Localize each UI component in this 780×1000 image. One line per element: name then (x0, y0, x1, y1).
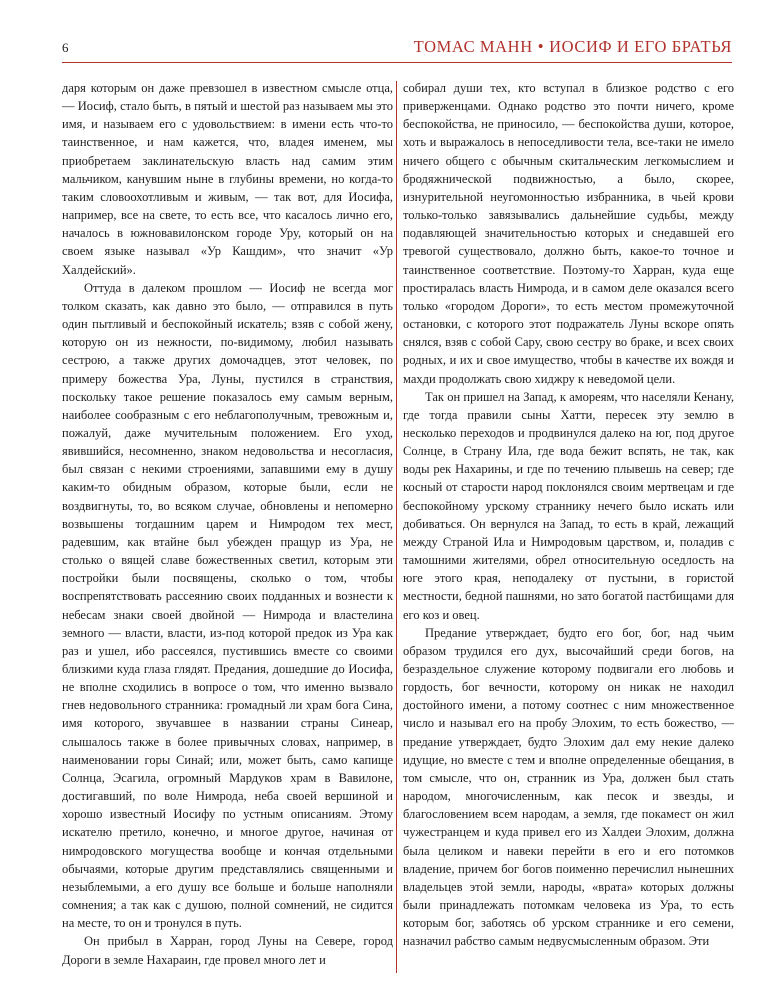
paragraph: Так он пришел на Запад, к амореям, что населяли Кенану, где тогда правили сыны Хатти, пересек эту землю в несколько переходов и продвинулся далеко на юг, под другое Солнце, в Страну Ила, где вода бежит вспять, не так, как воды рек Нахарины, и где по течению плывешь на север; где косный от старости народ поклонялся своим мертвецам и где беспокойному урскому страннику нечего было искать или добиваться. Он вернулся на Запад, то есть в край, лежащий между Страной Ила и Нимродовым царством, и, поладив с тамошними жителями, обрел относительную оседлость на юге этого края, неподалеку от пустыни, в гористой местности, бедной пашнями, но зато богатой пастбищами для его коз и овец. (403, 389, 734, 622)
column-divider (396, 81, 397, 973)
author-name: ТОМАС МАНН (413, 37, 533, 56)
paragraph: Предание утверждает, будто его бог, бог, над чьим образом трудился его дух, высочайший среди богов, на безраздельное служение которому подвигали его любовь и гордость, бог вечности, которому он никак не находил достойного имени, а потому соотнес с ним множественное число и называл его на пробу Элохим, то есть божество, — предание утверждает, будто Элохим дал ему некие далеко идущие, но вместе с тем и вполне определенные обещания, в том смысле, что он, странник из Ура, должен был стать народом, многочисленным, как песок и звезды, и благословением всем народам, а земля, где покамест он жил чужестранцем и куда привел его из Халдеи Элохим, должна была целиком и навеки перейти в его и его потомков владение, причем бог богов поименно перечислил нынешних владельцев этой земли, народы, «врата» которых должны были принадлежать потомкам человека из Ура, то есть которым бог, заботясь об урском страннике и его семени, назначил рабство самым недвусмысленным образом. Эти (403, 625, 734, 949)
running-header (62, 34, 732, 63)
left-text-column (62, 79, 393, 969)
paragraph: даря которым он даже превзошел в известном смысле отца, — Иосиф, стало быть, в пятый и шестой раз называем мы это имя, и называем его с удовольствием: в имени есть что-то таинственное, и нам кажется, что, владея именем, мы приобретаем заклинательскую власть над самим этим мальчиком, канувшим ныне в глубины времени, но когда-то таким словоохотливым и живым, — так вот, для Иосифа, например, все на свете, то есть все, что касалось лично его, началось в южновавилонском городе Уру, который он на своем языке называл «Ур Кашдим», что значит «Ур Халдейский». (62, 81, 393, 277)
running-head-title (414, 37, 732, 57)
right-text-column (403, 79, 734, 951)
book-title: ИОСИФ И ЕГО БРАТЬЯ (549, 37, 732, 56)
paragraph: Оттуда в далеком прошлом — Иосиф не всегда мог толком сказать, как давно это было, — отправился в путь один пытливый и беспокойный искатель; взяв с собой жену, которую он из нежности, по-видимому, любил называть сестрою, а также других домочадцев, этот человек, по примеру божества Ура, Луны, пустился в странствия, поскольку такое решение показалось ему самым верным, наиболее сообразным с его неблагополучным, тревожным и, пожалуй, даже мучительным положением. Его уход, явившийся, несомненно, знаком недовольства и несогласия, был связан с некими строениями, запавшими ему в душу каким-то обидным образом, которые были, если не воздвигнуты, то, во всяком случае, обновлены и непомерно возвышены тогдашним царем и Нимродом тех мест, радевшим, как втайне был убежден пращур из Ура, не столько о вящей славе божественных светил, которым эти постройки были посвящены, сколько о том, чтобы воспрепятствовать рассеянию своих подданных и вознести к небесам знаки своей двойной — Нимрода и властелина земного — власти, власти, из-под которой предок из Ура как раз и ушел, ибо рассеялся, пустившись вместе со своими близкими куда глаза глядят. Предания, дошедшие до Иосифа, не вполне сходились в вопросе о том, что именно вызвало гнев недовольного странника: громадный ли храм бога Сина, имя которого, звучавшее в названии страны Синеар, слышалось также в более привычных словах, например, в наименовании горы Синай; или, может быть, само капище Солнца, Эсагила, огромный Мардуков храм в Вавилоне, достигавший, по воле Нимрода, неба своей вершиной и хорошо известный Иосифу по устным описаниям. Этому искателю претило, конечно, и многое другое, начиная от нимродовского могущества вообще и кончая отдельными обычаями, которые другим представлялись священными и незыблемыми, а его душу все больше и больше наполняли сомнения; а так как с душою, полной сомнений, не сидится на месте, то он и тронулся в путь. (62, 280, 393, 931)
page-number: 6 (62, 40, 69, 55)
paragraph: собирал души тех, кто вступал в близкое родство с его приверженцами. Однако родство это почти ничего, кроме беспокойства, не приносило, — беспокойства души, которое, хоть и выражалось в непоседливости тела, все-таки не имело ничего общего с обычным скитальческим легкомыслием и бродяжнической подвижностью, а было, скорее, изнурительной неугомонностью избранника, в чьей крови только-только завязывались дальнейшие судьбы, между подавляющей значительностью которых и снедавшей его тревогой существовало, должно быть, какое-то точное и таинственное соответствие. Поэтому-то Харран, куда еще простиралась власть Нимрода, и в самом деле оказался всего только «городом Дороги», то есть местом промежуточной остановки, с которого этот подражатель Луны вскоре опять снялся, взяв с собой Сару, свою сестру во браке, и всех своих родных, и их и свое имущество, чтобы в качестве их вождя и махди продолжать свою хиджру к неведомой цели. (403, 81, 734, 386)
paragraph: Он прибыл в Харран, город Луны на Севере, город Дороги в земле Нахараин, где провел много лет и (62, 934, 393, 967)
separator-dot: • (537, 37, 545, 56)
